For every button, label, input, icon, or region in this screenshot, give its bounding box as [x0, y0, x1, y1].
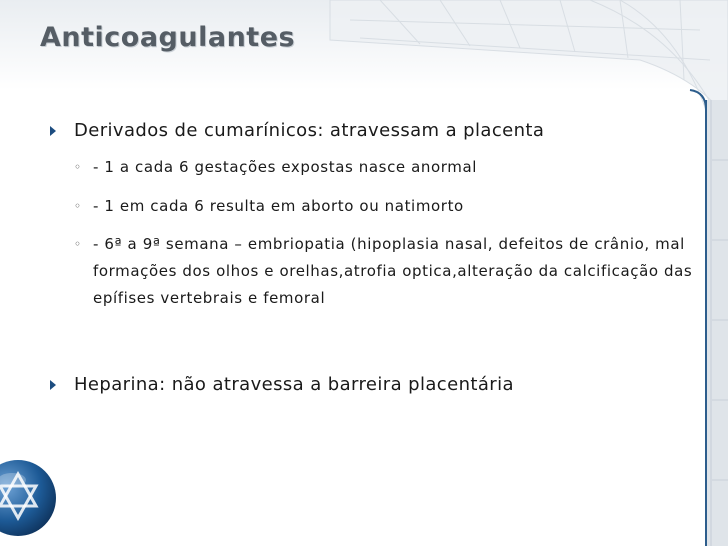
sub-bullet-text: - 6ª a 9ª semana – embriopatia (hipoplasia nasal, defeitos de crânio, mal formações dos olhos e orelhas,atrofia optica,alteração da calcificação das epífises vertebrais e femoral: [93, 235, 693, 307]
circle-bullet-icon: ◦: [74, 199, 82, 213]
globe-logo-icon: [0, 452, 60, 546]
sub-bullet-text: - 1 em cada 6 resulta em aborto ou natimorto: [93, 197, 464, 215]
circle-bullet-icon: ◦: [74, 237, 82, 251]
bullet-text: Heparina: não atravessa a barreira placentária: [74, 374, 514, 395]
sub-bullet-text: - 1 a cada 6 gestações expostas nasce anormal: [93, 158, 478, 176]
sub-bullet-item: [74, 231, 694, 312]
bullet-text: Derivados de cumarínicos: atravessam a placenta: [74, 120, 545, 141]
triangle-right-icon: [50, 126, 56, 136]
circle-bullet-icon: ◦: [74, 160, 82, 174]
sub-bullet-item: [74, 154, 694, 181]
sub-bullet-item: [74, 193, 694, 220]
slide-title: Anticoagulantes: [40, 22, 296, 53]
triangle-right-icon: [50, 380, 56, 390]
